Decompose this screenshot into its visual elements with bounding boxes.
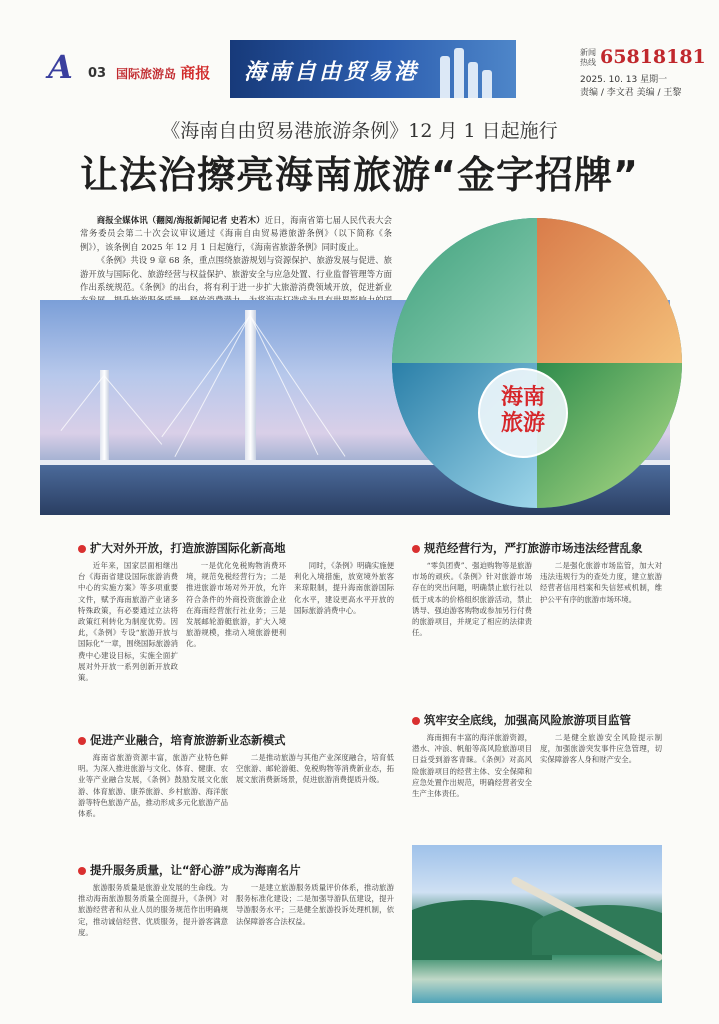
page-number: 03 <box>88 66 107 81</box>
tourism-collage-image <box>392 218 682 508</box>
banner-title: 海南自由贸易港 <box>244 59 420 85</box>
masthead <box>30 40 706 100</box>
hotline-label: 新闻热线 <box>580 48 596 67</box>
section-2-column-2: 二是推动旅游与其他产业深度融合，培育低空旅游、邮轮游艇、免税购物等消费新业态，拓展文旅消费新场景，促进旅游消费提质升级。 <box>236 753 394 785</box>
bullet-icon <box>412 545 420 553</box>
section-heading-2: 促进产业融合，培育旅游新业态新模式 <box>78 732 286 748</box>
hainan-tourism-stamp <box>478 368 568 458</box>
section-3-column-2: 一是建立旅游服务质量评价体系，推动旅游服务标准化建设；二是加强导游队伍建设，提升导游服务水平；三是健全旅游投诉处理机制，依法保障游客合法权益。 <box>236 883 394 926</box>
section-heading-3: 提升服务质量，让“舒心游”成为海南名片 <box>78 862 301 878</box>
section-1-column-2: 一是优化免税购物消费环境，规范免税经营行为；二是推进旅游市场对外开放，允许符合条件的外商投资旅游企业在海南经营旅行社业务；三是发展邮轮游艇旅游，扩大入境旅游规模，推动入境旅游便利化。 <box>186 561 286 649</box>
section-heading-1: 扩大对外开放，打造旅游国际化新高地 <box>78 540 286 556</box>
brand-name: 国际旅游岛 <box>116 67 177 81</box>
section-5-column-2: 二是健全旅游安全风险提示制度，加强旅游突发事件应急管理，切实保障游客人身和财产安全。 <box>540 733 662 765</box>
section-1-column-1: 近年来，国家层面相继出台《海南省建设国际旅游消费中心的实施方案》等多项重要文件，赋予海南旅游产业诸多特殊政策，有必要通过立法将政策红利转化为制度优势。因此，《条例》专设“旅游开放与国际化”一章，围绕国际旅游消费中心建设目标，实施全面扩展对外开放一系列创新开放政策。 <box>78 561 178 683</box>
section-3-column-1: 旅游服务质量是旅游业发展的生命线。为推动海南旅游服务质量全面提升，《条例》对旅游经营者和从业人员的服务规范作出明确规定，推动诚信经营、优质服务，提升游客满意度。 <box>78 883 228 937</box>
editor-credits: 责编 / 李文君 美编 / 王黎 <box>580 88 682 98</box>
issue-date: 2025. 10. 13 星期一 <box>580 75 668 85</box>
brand-paper: 商报 <box>180 64 211 82</box>
article-kicker: 《海南自由贸易港旅游条例》12 月 1 日起施行 <box>161 120 558 142</box>
stamp-line-2: 旅游 <box>500 410 545 436</box>
bullet-icon <box>78 545 86 553</box>
intro-byline: 商报全媒体讯（翻阅/海报新闻记者 史若木） <box>96 215 265 225</box>
bullet-icon <box>78 867 86 875</box>
brand-logo <box>116 62 210 83</box>
intro-text-2: 《条例》共设 9 章 68 条，重点围绕旅游规划与资源保护、旅游发展与促进、旅游开放与国际化、旅游经营与权益保护、旅游安全与应急处置、行业监督管理等方面作出系统规范。《条例》的出台，将有利于进一步扩大旅游消费领域开放，促进新业 <box>80 255 392 293</box>
hotline-number: 65818181 <box>600 46 706 68</box>
section-1-column-3: 同时，《条例》明确实施便利化入境措施，放宽境外旅客来琼限制，提升海南旅游国际化水平，建设更高水平开放的国际旅游消费中心。 <box>294 561 394 615</box>
bullet-icon <box>412 717 420 725</box>
section-4-column-1: “零负团费”、强迫购物等是旅游市场的顽疾。《条例》针对旅游市场存在的突出问题，明确禁止旅行社以低于成本的价格组织旅游活动，禁止诱导、强迫游客购物或参加另行付费的旅游项目，并规定了相应的法律责任。 <box>412 561 532 638</box>
section-heading-5: 筑牢安全底线，加强高风险旅游项目监管 <box>412 712 631 728</box>
banner-image <box>230 40 516 98</box>
stamp-line-1: 海南 <box>500 384 545 410</box>
bullet-icon <box>78 737 86 745</box>
section-5-column-1: 海南拥有丰富的海洋旅游资源，潜水、冲浪、帆船等高风险旅游项目日益受到游客青睐。《条例》对高风险旅游项目的经营主体、安全保障和应急处置作出规范，明确经营者安全生产主体责任。 <box>412 733 532 799</box>
intro-text: 近日，海南省第七届人民代表大会常务委员会第二十次会议审议通过《海南自由贸易港旅游条例》（以下简称《条例》），该条例自 2025 年 12 月 1 日起施行，《海南省旅游条例》同时废止。 <box>80 215 392 252</box>
section-4-column-2: 二是强化旅游市场监管，加大对违法违规行为的查处力度，建立旅游经营者信用档案和失信惩戒机制，维护公平有序的旅游市场环境。 <box>540 561 662 604</box>
section-2-column-1: 海南省旅游资源丰富，旅游产业特色鲜明。为深入推进旅游与文化、体育、健康、农业等产业融合发展，《条例》鼓励发展文化旅游、体育旅游、康养旅游、乡村旅游、海洋旅游等特色旅游产品，推动形成多元化旅游产品体系。 <box>78 753 228 819</box>
section-heading-4: 规范经营行为，严打旅游市场违法经营乱象 <box>412 540 643 556</box>
coastline-photo <box>412 845 662 1003</box>
page-letter: A <box>48 48 73 86</box>
article-headline: 让法治擦亮海南旅游“金字招牌” <box>80 153 639 197</box>
